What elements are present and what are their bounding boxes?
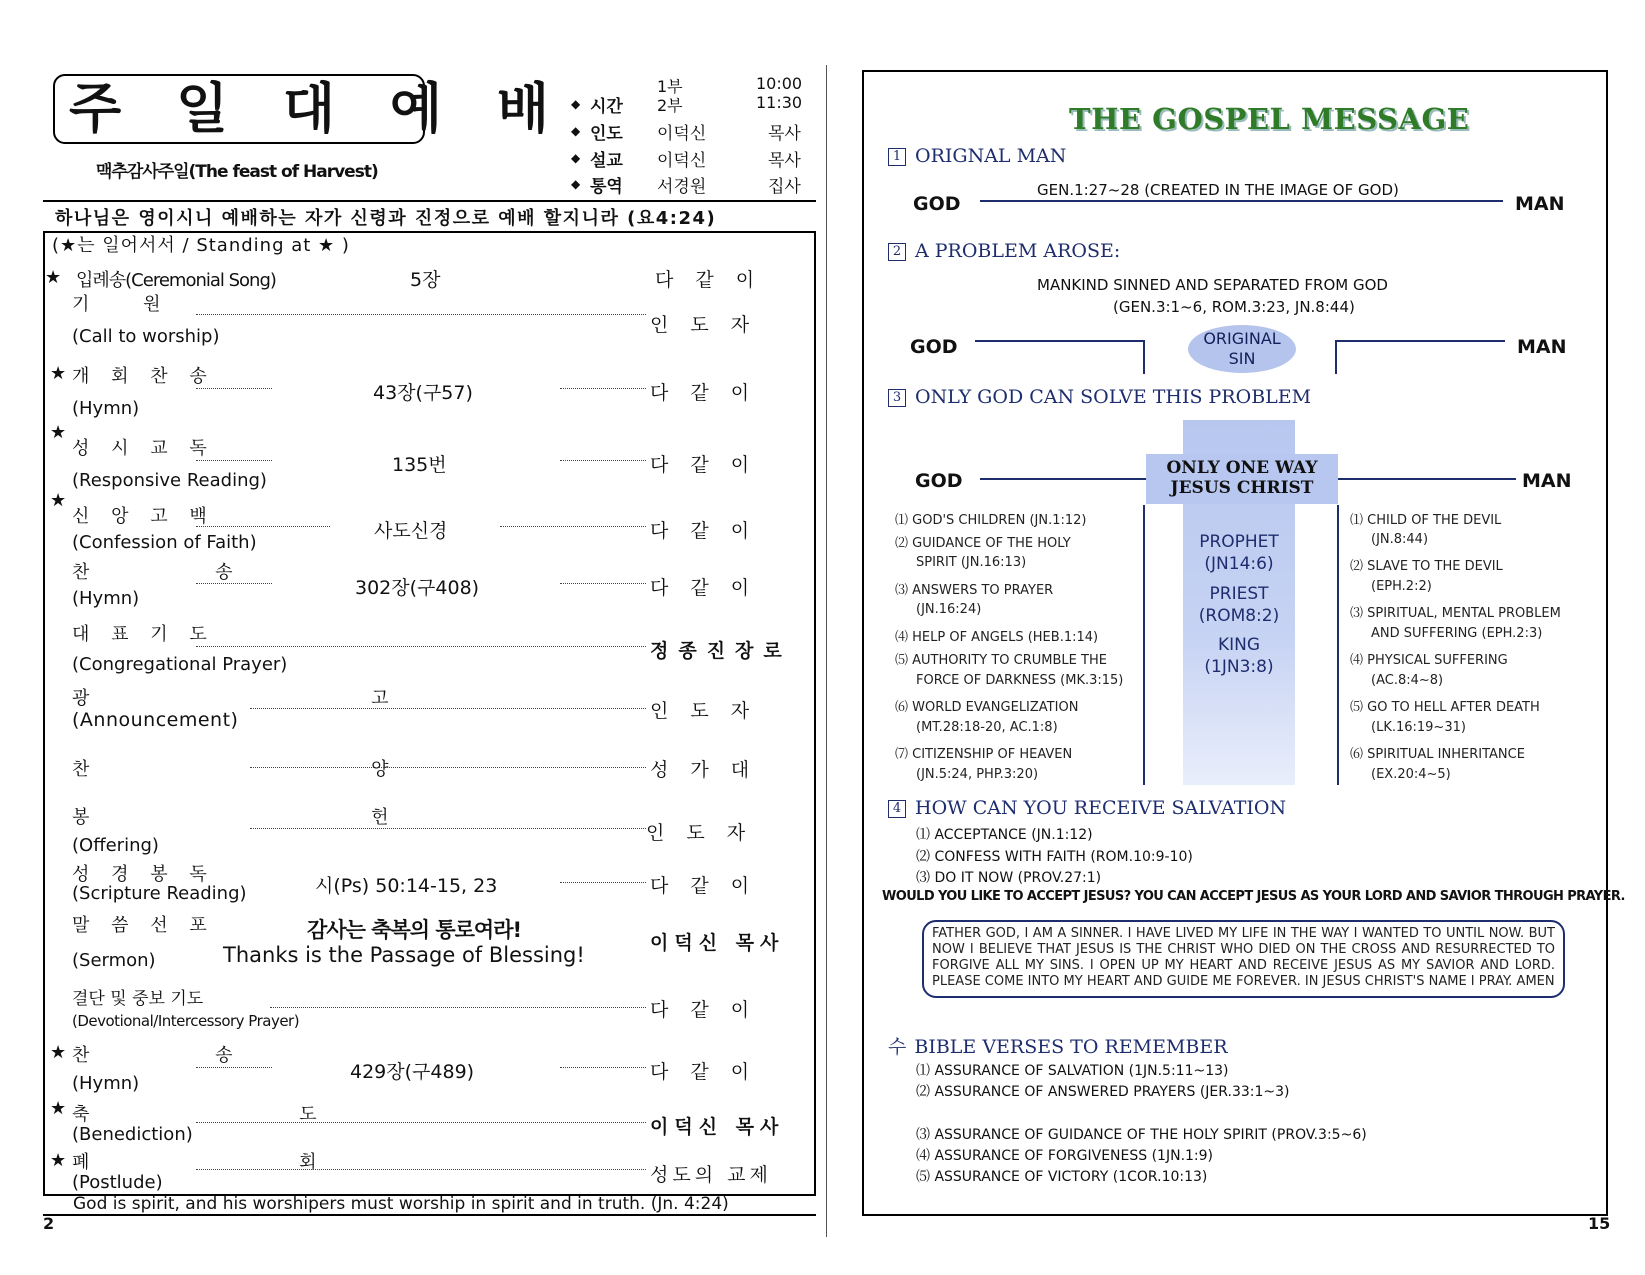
item-invocation: 기 원	[72, 294, 185, 315]
standing-star: ★	[45, 267, 62, 288]
salvation-prayer: FATHER GOD, I AM A SINNER. I HAVE LIVED MY LIFE IN THE WAY I WANTED TO UNTIL NOW. BUT NOW I BELIEVE THAT JESUS IS THE CHRIST WHO DIED ON THE CROSS AND RESURRECTED TO FORGIVE ALL MY SINS. I OPEN UP MY HEART AND RECEIVE JESUS AS MY SAVIOR AND LORD. PLEASE COME INTO MY HEART AND GUIDE ME FOREVER. IN JESUS CHRIST'S NAME I PRAY. AMEN	[922, 920, 1565, 998]
sermon-title-en: Thanks is the Passage of Blessing!	[223, 943, 585, 967]
scripture-banner: 하나님은 영이시니 예배하는 자가 신령과 진정으로 예배 할지니라 (요4:24)	[55, 208, 717, 229]
role-priest: PRIEST (ROM8:2)	[1198, 584, 1280, 626]
item-congregational-prayer: 대 표 기 도	[72, 624, 215, 645]
item-scripture-reading: 성 경 봉 독	[72, 864, 215, 885]
section-4-heading: 4 HOW CAN YOU RECEIVE SALVATION	[888, 797, 1286, 819]
page-number: 15	[1588, 1214, 1611, 1233]
divider	[43, 200, 816, 202]
original-sin-badge: ORIGINAL SIN	[1188, 325, 1296, 373]
section-2-heading: 2 A PROBLEM AROSE:	[888, 240, 1120, 262]
item-responsive-reading: 성 시 교 독	[72, 438, 215, 459]
item-anthem: 찬 양	[72, 759, 527, 780]
item-closing-hymn: 찬 송	[72, 1045, 293, 1066]
invitation-text: WOULD YOU LIKE TO ACCEPT JESUS? YOU CAN ACCEPT JESUS AS YOUR LORD AND SAVIOR THROUGH PRAYER.	[882, 889, 1625, 904]
meta-sermon: 설교	[590, 151, 623, 171]
page-title: 주 일 대 예 배	[53, 74, 425, 144]
role-king: KING (1JN3:8)	[1204, 635, 1274, 677]
page-gutter	[826, 65, 827, 1237]
connection-line	[980, 200, 1503, 202]
scripture-footer: God is spirit, and his worshipers must worship in spirit and in truth. (Jn. 4:24)	[73, 1194, 729, 1214]
item-hymn: 찬 송	[72, 562, 293, 583]
item-sermon: 말 씀 선 포	[72, 915, 215, 936]
meta-leader: 인도	[590, 124, 623, 144]
cross-label: ONLY ONE WAY JESUS CHRIST	[1166, 458, 1318, 498]
sermon-title-ko: 감사는 축복의 통로여라!	[307, 918, 522, 942]
page-number: 2	[43, 1214, 55, 1233]
item-postlude: 폐 회	[72, 1152, 419, 1173]
god-label: GOD	[913, 193, 961, 215]
item-opening-hymn: 개 회 찬 송	[72, 366, 215, 387]
divider	[43, 1214, 816, 1216]
role-prophet: PROPHET (JN14:6)	[1199, 532, 1279, 574]
gospel-title: THE GOSPEL MESSAGE	[1069, 102, 1470, 136]
item-announcement: 광 고	[72, 688, 527, 709]
item-devotional-prayer: 결단 및 중보 기도	[72, 989, 204, 1009]
man-label: MAN	[1515, 193, 1565, 215]
section-5-heading: 수 BIBLE VERSES TO REMEMBER	[888, 1036, 1228, 1058]
section-3-heading: 3 ONLY GOD CAN SOLVE THIS PROBLEM	[888, 386, 1311, 408]
section-1-heading: 1 ORIGNAL MAN	[888, 145, 1066, 167]
item-confession: 신 앙 고 백	[72, 506, 215, 527]
item-ceremonial: 입례송(Ceremonial Song)	[76, 270, 276, 291]
item-offering: 봉 헌	[72, 807, 527, 828]
item-benediction: 축 도	[72, 1104, 419, 1125]
standing-note: (★는 일어서서 / Standing at ★ )	[52, 235, 350, 256]
service-subtitle: 맥추감사주일(The feast of Harvest)	[96, 162, 378, 182]
meta-time: 시간	[590, 97, 623, 117]
meta-interpreter: 통역	[590, 177, 623, 197]
